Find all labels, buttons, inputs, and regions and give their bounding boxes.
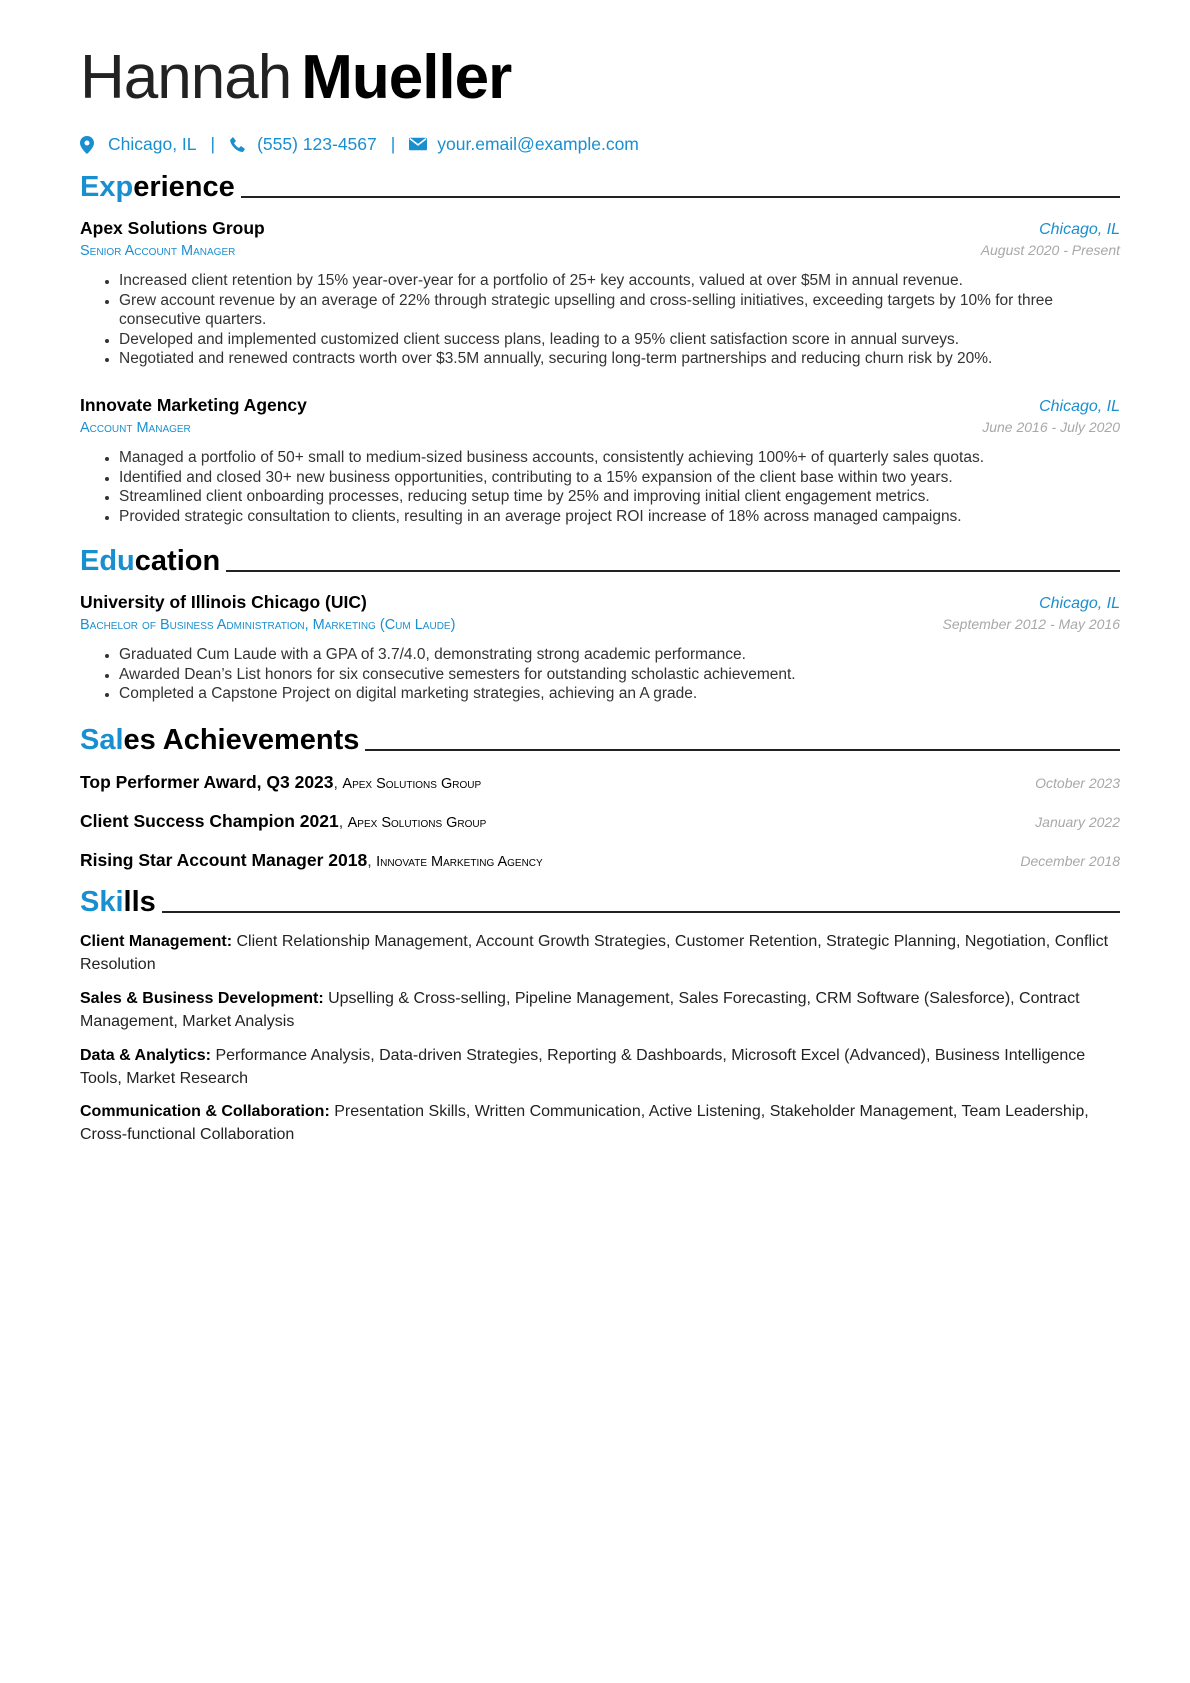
heading-accent: Ski [80,886,124,918]
map-marker-icon [80,136,98,154]
achievement-title: Rising Star Account Manager 2018 [80,850,368,870]
skill-group [80,1100,1120,1146]
job-location: Chicago, IL [1039,221,1120,238]
bullet: • Increased client retention by 15% year-over-year for a portfolio of 25+ key accounts, valued at over $5M in annual revenue. [119,271,1120,291]
location-text: Chicago, IL [108,134,197,154]
employer: Innovate Marketing Agency [80,395,307,415]
skill-items: Performance Analysis, Data-driven Strategies, Reporting & Dashboards, Microsoft Excel (Advanced), Business Intelligence Tools, Market Research [80,1047,1086,1087]
section-rule [162,911,1120,913]
section-heading-achievements [80,723,1120,757]
bullet: • Awarded Dean’s List honors for six consecutive semesters for outstanding scholastic achievement. [119,665,1120,685]
job-location: Chicago, IL [1039,398,1120,415]
achievement-item: Rising Star Account Manager 2018, Innovate Marketing Agency December 2018 [80,850,1120,870]
experience-entry [80,395,1120,526]
achievement-org: Apex Solutions Group [347,815,487,831]
skill-label: Sales & Business Development: [80,990,324,1007]
job-title: Account Manager [80,420,191,436]
heading-rest: es Achievements [123,724,360,756]
bullet: • Developed and implemented customized client success plans, leading to a 95% client satisfaction score in annual surveys. [119,330,1120,350]
email-link[interactable]: your.email@example.com [437,134,639,154]
bullet: • Negotiated and renewed contracts worth over $3.5M annually, securing long-term partnerships and reducing churn risk by 20%. [119,349,1120,369]
education-entry [80,592,1120,704]
job-dates: August 2020 - Present [980,242,1120,258]
achievement-date: January 2022 [1035,814,1120,830]
separator: | [210,134,216,154]
section-heading-education [80,544,1120,578]
bullet: • Identified and closed 30+ new business opportunities, contributing to a 15% expansion of the client base within two years. [119,468,1120,488]
phone-icon [229,136,247,154]
first-name: Hannah [80,43,292,112]
section-heading-experience [80,170,1120,204]
achievement-title: Top Performer Award, Q3 2023 [80,772,334,792]
skill-label: Data & Analytics: [80,1047,211,1064]
heading-rest: erience [133,171,235,203]
skill-items: Upselling & Cross-selling, Pipeline Management, Sales Forecasting, CRM Software (Salesforce), Contract Management, Market Analysis [80,990,1080,1030]
heading-rest: lls [123,886,156,918]
job-dates: June 2016 - July 2020 [982,419,1120,435]
bullet: • Managed a portfolio of 50+ small to medium-sized business accounts, consistently achieving 100%+ of quarterly sales quotas. [119,448,1120,468]
bullet-list [80,645,1120,704]
heading-accent: Exp [80,171,134,203]
heading-accent: Sal [80,724,124,756]
contact-line [80,134,639,155]
section-heading-skills [80,885,1120,919]
achievement-date: December 2018 [1020,853,1120,869]
skill-group [80,930,1120,976]
degree: Bachelor of Business Administration, Marketing (Cum Laude) [80,617,456,633]
achievement-org: Innovate Marketing Agency [376,854,543,870]
education-dates: September 2012 - May 2016 [942,616,1120,632]
section-rule [241,196,1120,198]
skill-group [80,987,1120,1033]
bullet: • Grew account revenue by an average of 22% through strategic upselling and cross-selling initiatives, exceeding targets by 10% for three consecutive quarters. [119,291,1120,330]
section-rule [365,749,1120,751]
skill-label: Client Management: [80,933,233,950]
bullet: • Graduated Cum Laude with a GPA of 3.7/4.0, demonstrating strong academic performance. [119,645,1120,665]
achievement-date: October 2023 [1035,775,1120,791]
experience-entry [80,218,1120,369]
achievement-title: Client Success Champion 2021 [80,811,339,831]
section-rule [226,570,1120,572]
heading-accent: Edu [80,545,135,577]
job-title: Senior Account Manager [80,243,236,259]
envelope-icon [409,136,427,154]
bullet: • Provided strategic consultation to clients, resulting in an average project ROI increase of 18% across managed campaigns. [119,507,1120,527]
bullet-list [80,271,1120,369]
bullet: • Completed a Capstone Project on digital marketing strategies, achieving an A grade. [119,684,1120,704]
phone-link[interactable]: (555) 123-4567 [257,134,377,154]
skill-items: Presentation Skills, Written Communication, Active Listening, Stakeholder Management, Team Leadership, Cross-functional Collaboration [80,1103,1089,1143]
candidate-name [80,40,511,116]
achievement-item: Client Success Champion 2021, Apex Solutions Group January 2022 [80,811,1120,831]
bullet-list [80,448,1120,526]
skill-group [80,1044,1120,1090]
achievement-org: Apex Solutions Group [342,776,482,792]
achievement-item: Top Performer Award, Q3 2023, Apex Solutions Group October 2023 [80,772,1120,792]
employer: Apex Solutions Group [80,218,265,238]
separator: | [390,134,396,154]
school-location: Chicago, IL [1039,595,1120,612]
heading-rest: cation [134,545,221,577]
skill-label: Communication & Collaboration: [80,1103,330,1120]
bullet: • Streamlined client onboarding processes, reducing setup time by 25% and improving initial client engagement metrics. [119,487,1120,507]
skill-items: Client Relationship Management, Account Growth Strategies, Customer Retention, Strategic Planning, Negotiation, Conflict Resolution [80,933,1109,973]
school: University of Illinois Chicago (UIC) [80,592,367,612]
last-name: Mueller [301,43,512,112]
